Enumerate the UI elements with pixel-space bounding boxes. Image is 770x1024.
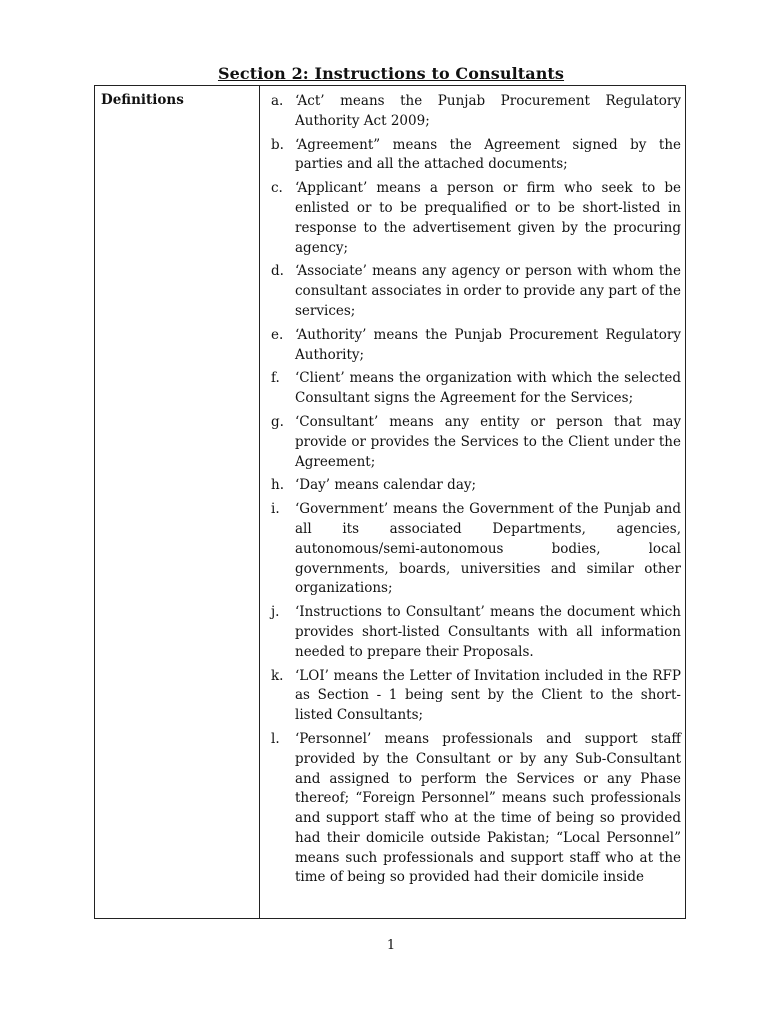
definition-item [271, 500, 681, 599]
definition-letter: a. [271, 93, 284, 109]
definition-text: ‘Authority’ means the Punjab Procurement Regulatory Authority; [295, 326, 681, 363]
definition-item [271, 667, 681, 726]
definition-text: ‘Client’ means the organization with which the selected Consultant signs the Agreement for the Services; [295, 370, 681, 407]
definition-letter: l. [271, 730, 280, 747]
definition-item [271, 369, 681, 409]
definitions-label: Definitions [101, 92, 184, 108]
definition-text: ‘Associate’ means any agency or person with whom the consultant associates in order to provide any part of the services; [295, 263, 681, 319]
definition-text: ‘Day’ means calendar day; [295, 477, 477, 494]
definition-item [271, 476, 681, 496]
definition-item [271, 179, 681, 258]
definitions-list [271, 92, 681, 892]
definition-text: ‘Applicant’ means a person or firm who seek to be enlisted or to be prequalified or to be short-listed in response to the advertisement given by the procuring agency; [295, 180, 681, 256]
definition-text: ‘Consultant’ means any entity or person that may provide or provides the Services to the Client under the Agreement; [295, 413, 681, 470]
definition-item [271, 603, 681, 662]
column-divider [259, 86, 260, 918]
definition-text: ‘Instructions to Consultant’ means the document which provides short-listed Consultants with all information needed to prepare their Proposals. [295, 604, 681, 660]
definition-letter: b. [271, 136, 284, 153]
definition-letter: c. [271, 180, 283, 197]
definition-letter: k. [271, 667, 284, 684]
definition-text: ‘Government’ means the Government of the Punjab and all its associated Departments, agencies, autonomous/semi-autonomous bodies, local governments, boards, universities and similar other organizations; [295, 501, 681, 597]
definition-letter: d. [271, 263, 284, 280]
section-title: Section 2: Instructions to Consultants [217, 64, 565, 83]
definition-letter: h. [271, 477, 284, 494]
definition-item [271, 413, 681, 472]
definition-text: ‘LOI’ means the Letter of Invitation included in the RFP as Section - 1 being sent by the Client to the short-listed Consultants; [295, 667, 681, 724]
definition-text: ‘Act’ means the Punjab Procurement Regulatory Authority Act 2009; [295, 93, 681, 129]
definition-letter: j. [271, 604, 280, 621]
definition-item [271, 92, 681, 132]
definition-item [271, 262, 681, 321]
definition-item [271, 326, 681, 366]
definition-text: ‘Personnel’ means professionals and support staff provided by the Consultant or by any Sub-Consultant and assigned to perform the Services or any Phase thereof; “Foreign Personnel” means such professionals and support staff who at the time of being so provided had their domicile outside Pakistan; “Local Personnel” means such professionals and support staff who at the time of being so provided had their domicile inside [295, 730, 681, 886]
definition-letter: i. [271, 501, 280, 518]
definition-letter: g. [271, 413, 284, 430]
definitions-table [94, 85, 686, 919]
definition-text: ‘Agreement” means the Agreement signed by the parties and all the attached documents; [295, 136, 681, 173]
page-number: 1 [386, 938, 396, 953]
definition-letter: e. [271, 326, 284, 343]
definition-item [271, 136, 681, 176]
definition-letter: f. [271, 370, 280, 387]
definition-item [271, 730, 681, 888]
